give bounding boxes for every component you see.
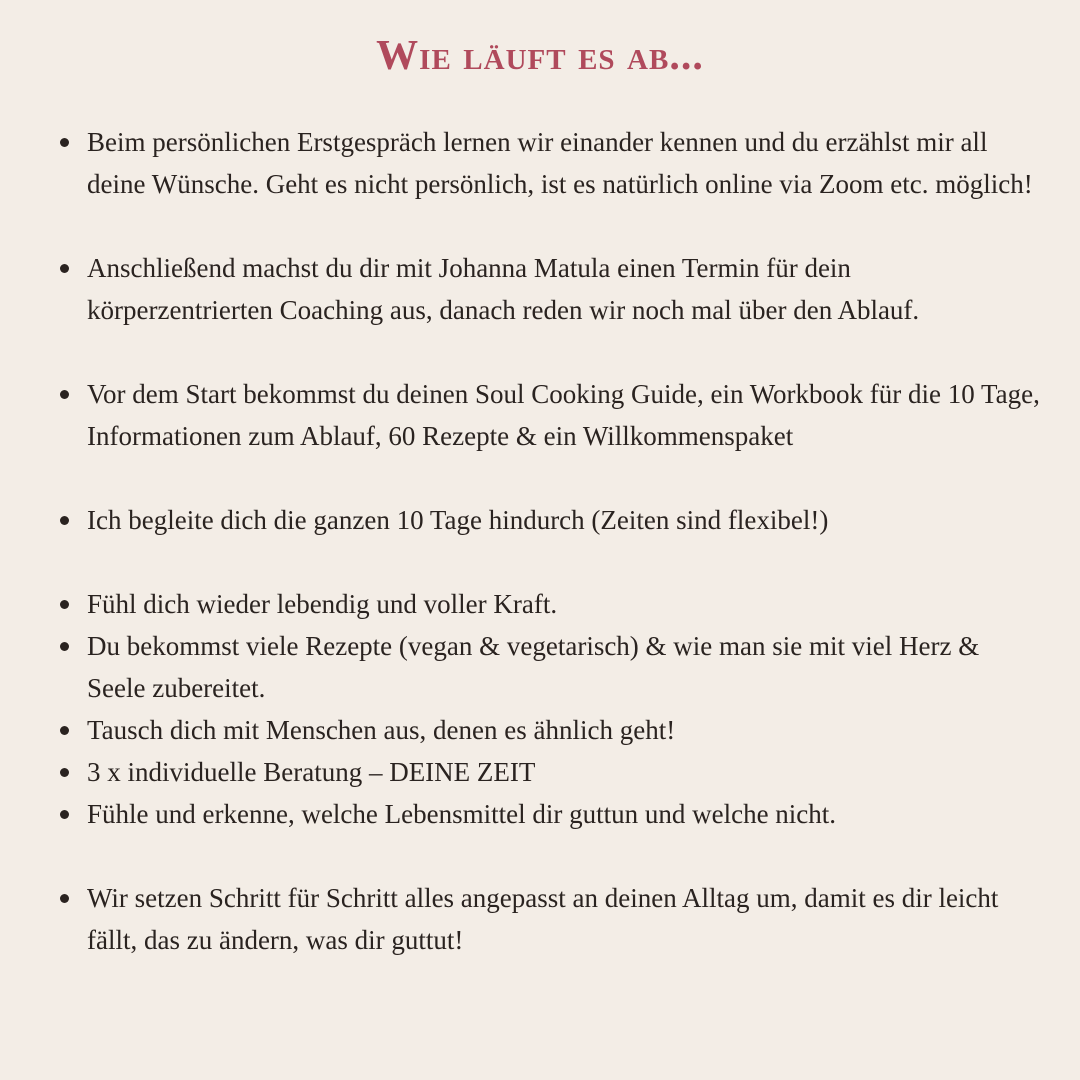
bullet-icon	[60, 894, 69, 903]
list-item-step-by-step	[60, 877, 1040, 961]
list-item-text: 3 x individuelle Beratung – DEINE ZEIT	[87, 757, 536, 787]
process-list	[60, 121, 1040, 961]
list-item-food-awareness	[60, 793, 1040, 835]
list-item-feel-alive	[60, 583, 1040, 625]
bullet-icon	[60, 810, 69, 819]
bullet-icon	[60, 768, 69, 777]
list-item-text: Du bekommst viele Rezepte (vegan & vegetarisch) & wie man sie mit viel Herz & Seele zubereitet.	[87, 631, 980, 703]
list-item-initial-consultation	[60, 121, 1040, 205]
list-item-text: Ich begleite dich die ganzen 10 Tage hindurch (Zeiten sind flexibel!)	[87, 505, 829, 535]
bullet-icon	[60, 138, 69, 147]
list-item-text: Anschließend machst du dir mit Johanna Matula einen Termin für dein körperzentrierten Coaching aus, danach reden wir noch mal über den Ablauf.	[87, 253, 920, 325]
list-item-recipes	[60, 625, 1040, 709]
bullet-icon	[60, 600, 69, 609]
bullet-icon	[60, 642, 69, 651]
bullet-icon	[60, 516, 69, 525]
list-item-text: Vor dem Start bekommst du deinen Soul Cooking Guide, ein Workbook für die 10 Tage, Informationen zum Ablauf, 60 Rezepte & ein Willkommenspaket	[87, 379, 1040, 451]
bullet-icon	[60, 390, 69, 399]
list-item-text: Fühl dich wieder lebendig und voller Kraft.	[87, 589, 558, 619]
bullet-icon	[60, 264, 69, 273]
list-item-exchange	[60, 709, 1040, 751]
bullet-icon	[60, 726, 69, 735]
list-item-text: Wir setzen Schritt für Schritt alles angepasst an deinen Alltag um, damit es dir leicht fällt, das zu ändern, was dir guttut!	[87, 883, 999, 955]
list-item-text: Beim persönlichen Erstgespräch lernen wir einander kennen und du erzählst mir all deine Wünsche. Geht es nicht persönlich, ist es natürlich online via Zoom etc. möglich!	[87, 127, 1033, 199]
list-item-individual-consulting	[60, 751, 1040, 793]
page-title: Wie läuft es ab...	[376, 33, 704, 79]
list-item-coaching-appointment	[60, 247, 1040, 331]
list-item-text: Fühle und erkenne, welche Lebensmittel dir guttun und welche nicht.	[87, 799, 837, 829]
list-item-guide-package	[60, 373, 1040, 457]
list-item-text: Tausch dich mit Menschen aus, denen es ähnlich geht!	[87, 715, 676, 745]
list-item-accompaniment	[60, 499, 1040, 541]
